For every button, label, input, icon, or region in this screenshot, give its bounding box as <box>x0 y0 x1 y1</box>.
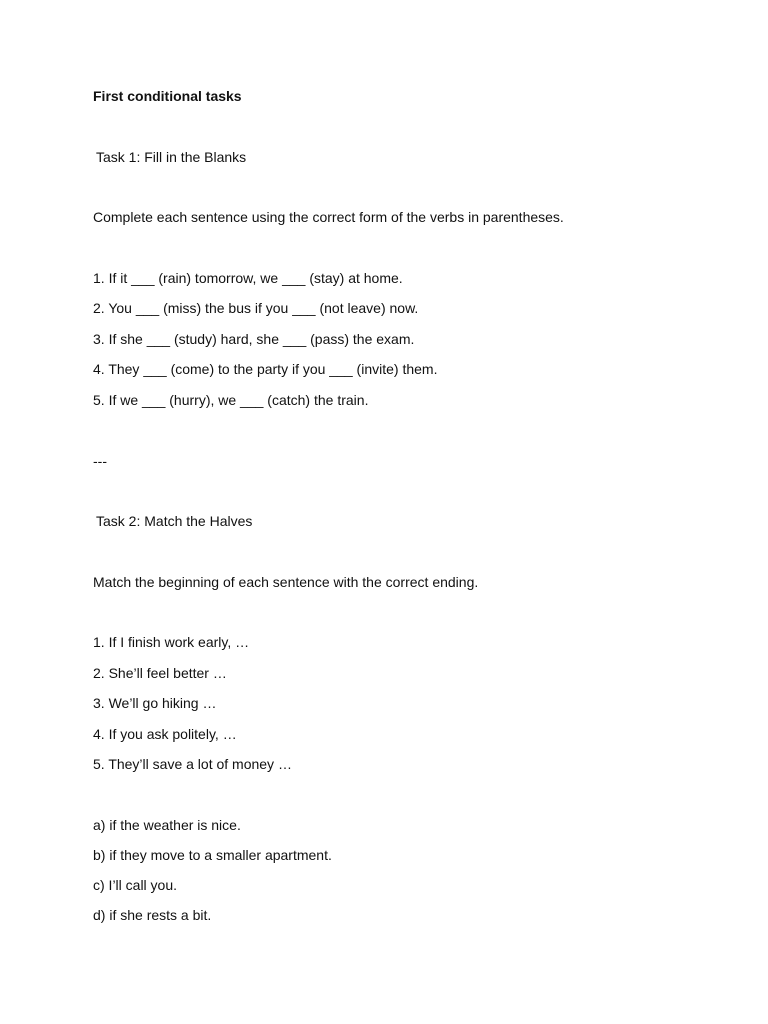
task2-beginning: 3. We’ll go hiking … <box>93 695 217 711</box>
task1-item: 4. They ___ (come) to the party if you ___ (invite) them. <box>93 361 438 377</box>
task2-beginning: 5. They’ll save a lot of money … <box>93 756 292 772</box>
task2-ending: c) I’ll call you. <box>93 877 178 893</box>
task2-beginning: 4. If you ask politely, … <box>93 726 237 742</box>
task1-item: 5. If we ___ (hurry), we ___ (catch) the train. <box>93 392 369 408</box>
task2-heading: Task 2: Match the Halves <box>96 513 253 529</box>
task2-ending: b) if they move to a smaller apartment. <box>93 847 332 863</box>
task2-ending: a) if the weather is nice. <box>93 817 241 833</box>
document-title: First conditional tasks <box>93 88 242 104</box>
task1-item: 3. If she ___ (study) hard, she ___ (pass) the exam. <box>93 331 415 347</box>
task1-heading: Task 1: Fill in the Blanks <box>96 149 247 165</box>
task2-ending: d) if she rests a bit. <box>93 907 212 923</box>
section-separator: --- <box>93 453 107 469</box>
task2-beginning: 2. She’ll feel better … <box>93 665 227 681</box>
task2-beginning: 1. If I finish work early, … <box>93 634 250 650</box>
task2-instruction: Match the beginning of each sentence with the correct ending. <box>93 574 479 590</box>
task1-item: 2. You ___ (miss) the bus if you ___ (not leave) now. <box>93 300 419 316</box>
task1-item: 1. If it ___ (rain) tomorrow, we ___ (stay) at home. <box>93 270 403 286</box>
task1-instruction: Complete each sentence using the correct form of the verbs in parentheses. <box>93 209 564 225</box>
